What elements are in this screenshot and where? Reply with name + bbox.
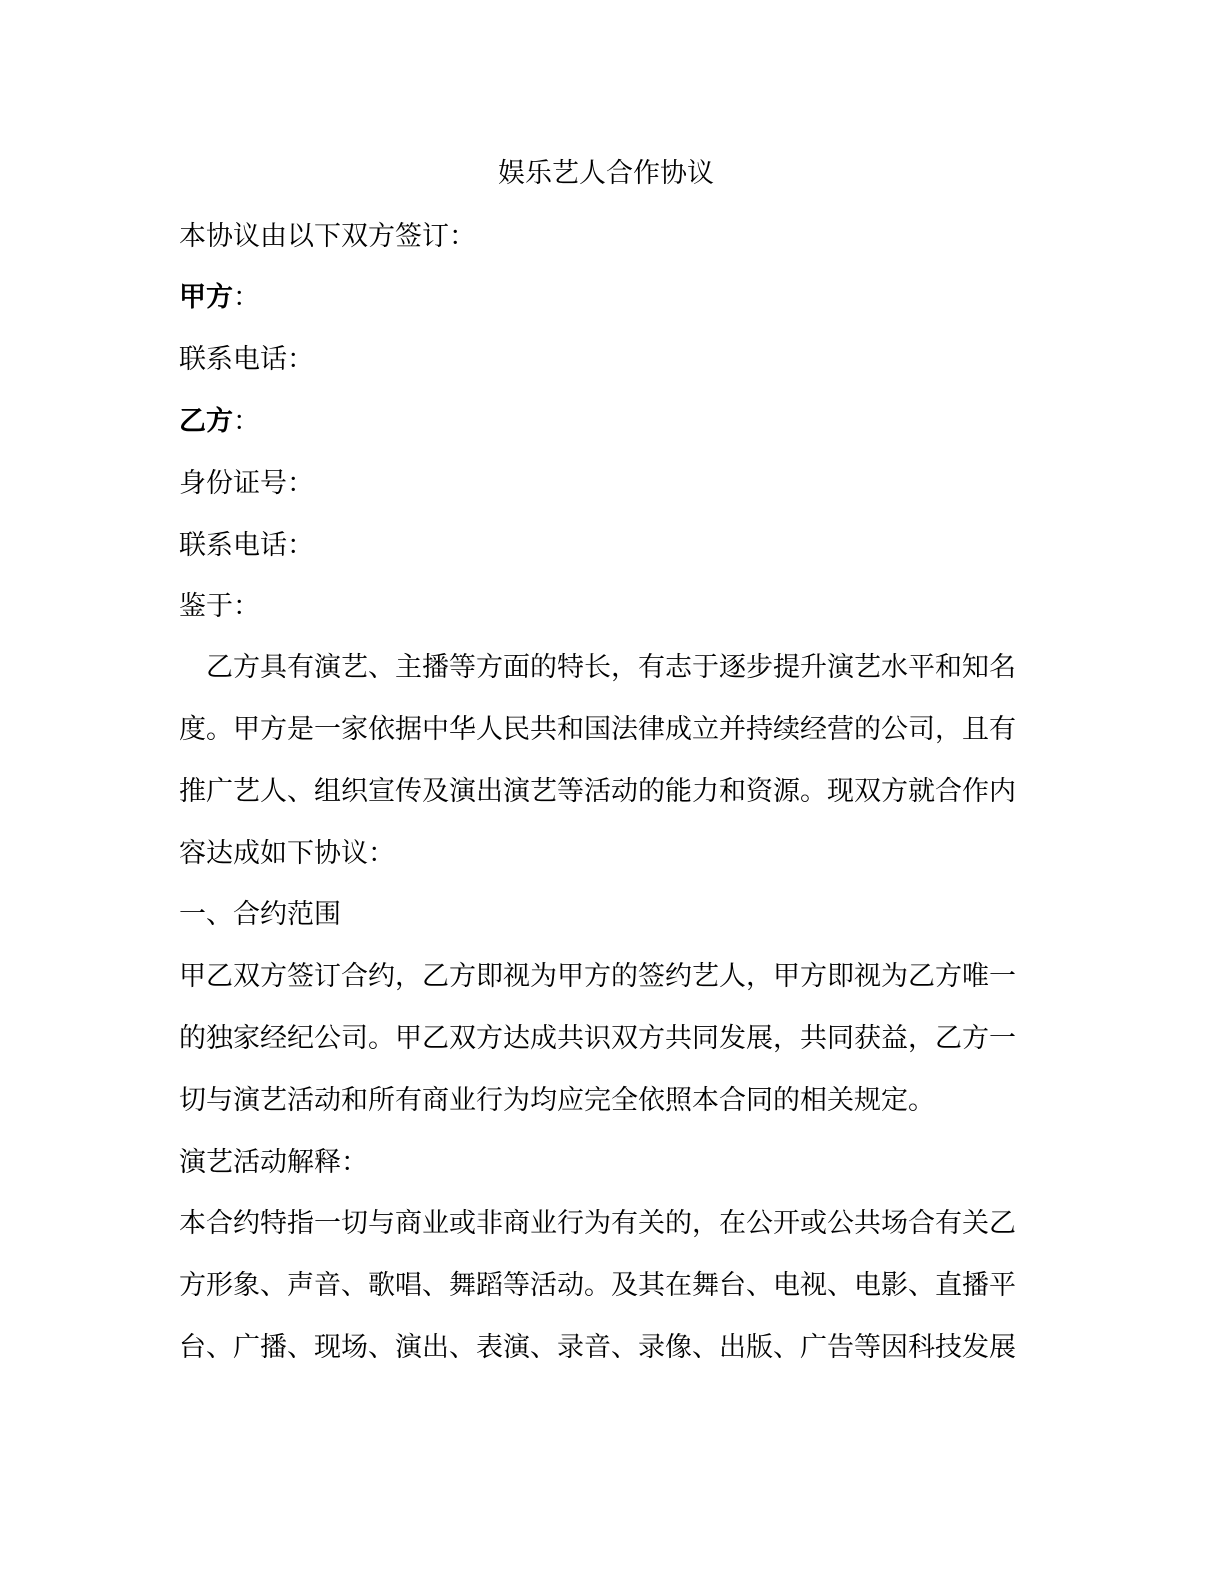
whereas-line-1: 乙方具有演艺、主播等方面的特长，有志于逐步提升演艺水平和知名: [179, 652, 1016, 683]
definition-line-3: 台、广播、现场、演出、表演、录音、录像、出版、广告等因科技发展: [179, 1332, 1016, 1363]
document-title: 娱乐艺人合作协议: [498, 158, 714, 189]
section-1-line-2: 的独家经纪公司。甲乙双方达成共识双方共同发展，共同获益，乙方一: [179, 1023, 1016, 1054]
party-b-name: 乙方: [179, 406, 233, 437]
party-a-name: 甲方: [179, 282, 233, 313]
section-1-line-3: 切与演艺活动和所有商业行为均应完全依照本合同的相关规定。: [179, 1085, 935, 1116]
party-b-colon: ：: [233, 406, 260, 437]
definition-line-1: 本合约特指一切与商业或非商业行为有关的，在公开或公共场合有关乙: [179, 1208, 1016, 1239]
section-1-heading: 一、合约范围: [179, 899, 341, 930]
intro-line: 本协议由以下双方签订：: [179, 221, 476, 252]
section-1-line-1: 甲乙双方签订合约，乙方即视为甲方的签约艺人，甲方即视为乙方唯一: [179, 961, 1016, 992]
party-a-phone: 联系电话：: [179, 344, 314, 375]
party-a-label: [179, 281, 260, 315]
section-1-subheading: 演艺活动解释：: [179, 1147, 368, 1178]
party-b-id: 身份证号：: [179, 468, 314, 499]
party-b-label: [179, 405, 260, 439]
whereas-label: 鉴于：: [179, 591, 260, 622]
whereas-line-3: 推广艺人、组织宣传及演出演艺等活动的能力和资源。现双方就合作内: [179, 776, 1016, 807]
party-a-colon: ：: [233, 282, 260, 313]
whereas-line-2: 度。甲方是一家依据中华人民共和国法律成立并持续经营的公司，且有: [179, 714, 1016, 745]
whereas-line-4: 容达成如下协议：: [179, 838, 395, 869]
definition-line-2: 方形象、声音、歌唱、舞蹈等活动。及其在舞台、电视、电影、直播平: [179, 1270, 1016, 1301]
party-b-phone: 联系电话：: [179, 530, 314, 561]
